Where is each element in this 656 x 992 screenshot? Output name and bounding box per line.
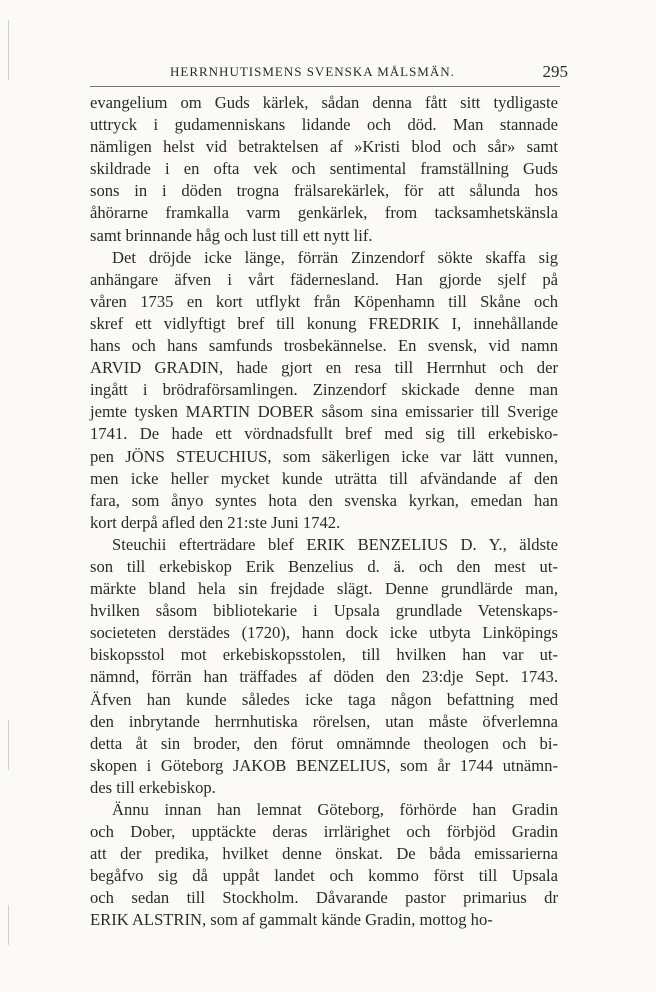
text-line: ERIK ALSTRIN, som af gammalt kände Gradin, mottog ho- [90, 910, 493, 930]
text-line: åhörarne framkalla varm genkärlek, from tacksamhetskänsla [90, 203, 558, 223]
text-line: men icke heller mycket kunde uträtta till afvändande af den [90, 468, 558, 488]
page-number: 295 [542, 62, 568, 81]
text-line: hvilken såsom bibliotekarie i Upsala grundlade Vetenskaps- [90, 601, 558, 621]
text-line: och Dober, upptäckte deras irrlärighet och förbjöd Gradin [90, 822, 558, 842]
text-line: Ännu innan han lemnat Göteborg, förhörde han Gradin [112, 800, 558, 819]
text-line: ARVID GRADIN, hade gjort en resa till Herrnhut och der [90, 358, 558, 378]
paragraph [90, 799, 558, 932]
text-line: son till erkebiskop Erik Benzelius d. ä. och den mest ut- [90, 556, 558, 576]
text-line: samt brinnande håg och lust till ett nytt lif. [90, 225, 373, 245]
text-line: våren 1735 en kort utflykt från Köpenhamn till Skåne och [90, 291, 558, 311]
text-line: kort derpå afled den 21:ste Juni 1742. [90, 512, 341, 532]
text-line: nämligen helst vid betraktelsen af »Kristi blod och sår» samt [90, 137, 558, 157]
page-header [90, 62, 568, 84]
paragraph [90, 247, 558, 534]
binding-edge-mark [8, 905, 9, 945]
text-line: societeten derstädes (1720), hann dock icke utbyta Linköpings [90, 623, 558, 643]
text-line: begåfvo sig då uppåt landet och kommo först till Upsala [90, 866, 558, 886]
text-line: sons in i döden trogna frälsarekärlek, för att sålunda hos [90, 181, 558, 201]
text-line: och sedan till Stockholm. Dåvarande pastor primarius dr [90, 888, 558, 908]
body-text [90, 92, 558, 932]
text-line: des till erkebiskop. [90, 777, 216, 797]
text-line: hans och hans samfunds trosbekännelse. En svensk, vid namn [90, 336, 558, 356]
text-line: uttryck i gudamenniskans lidande och död. Man stannade [90, 115, 558, 135]
paragraph [90, 92, 558, 247]
text-line: 1741. De hade ett vördnadsfullt bref med sig till erkebisko- [90, 424, 558, 444]
text-line: skildrade i en ofta vek och sentimental framställning Guds [90, 159, 558, 179]
text-line: Steuchii efterträdare blef ERIK BENZELIUS D. Y., äldste [112, 534, 558, 554]
text-line: detta åt sin broder, den förut omnämnde theologen och bi- [90, 733, 558, 753]
text-line: biskopsstol mot erkebiskopsstolen, till hvilken han var ut- [90, 645, 558, 665]
text-line: Äfven han kunde således icke taga någon befattning med [90, 689, 558, 709]
text-line: skopen i Göteborg JAKOB BENZELIUS, som år 1744 utnämn- [90, 755, 558, 775]
text-line: fara, som ånyo syntes hota den svenska kyrkan, emedan han [90, 490, 558, 510]
binding-edge-mark [8, 720, 9, 770]
text-line: jemte tysken MARTIN DOBER såsom sina emissarier till Sverige [90, 402, 558, 422]
paragraph [90, 534, 558, 799]
text-line: Det dröjde icke länge, förrän Zinzendorf sökte skaffa sig [112, 247, 558, 267]
text-line: ingått i brödraförsamlingen. Zinzendorf skickade denne man [90, 380, 558, 400]
text-line: märkte bland hela sin frejdade slägt. Denne grundlärde man, [90, 579, 558, 599]
text-line: den inbrytande herrnhutiska rörelsen, utan måste öfverlemna [90, 711, 558, 731]
text-line: evangelium om Guds kärlek, sådan denna fått sitt tydligaste [90, 93, 558, 112]
text-line: pen JÖNS STEUCHIUS, som säkerligen icke var lätt vunnen, [90, 446, 558, 466]
running-title: HERRNHUTISMENS SVENSKA MÅLSMÄN. [170, 64, 455, 79]
text-line: skref ett vidlyftigt bref till konung FREDRIK I, innehållande [90, 313, 558, 333]
header-rule [90, 86, 560, 87]
text-line: nämnd, förrän han träffades af döden den 23:dje Sept. 1743. [90, 667, 558, 687]
text-line: att der predika, hvilket denne önskat. De båda emissarierna [90, 844, 558, 864]
text-line: anhängare äfven i vårt fädernesland. Han gjorde sjelf på [90, 269, 558, 289]
binding-edge-mark [8, 20, 9, 80]
